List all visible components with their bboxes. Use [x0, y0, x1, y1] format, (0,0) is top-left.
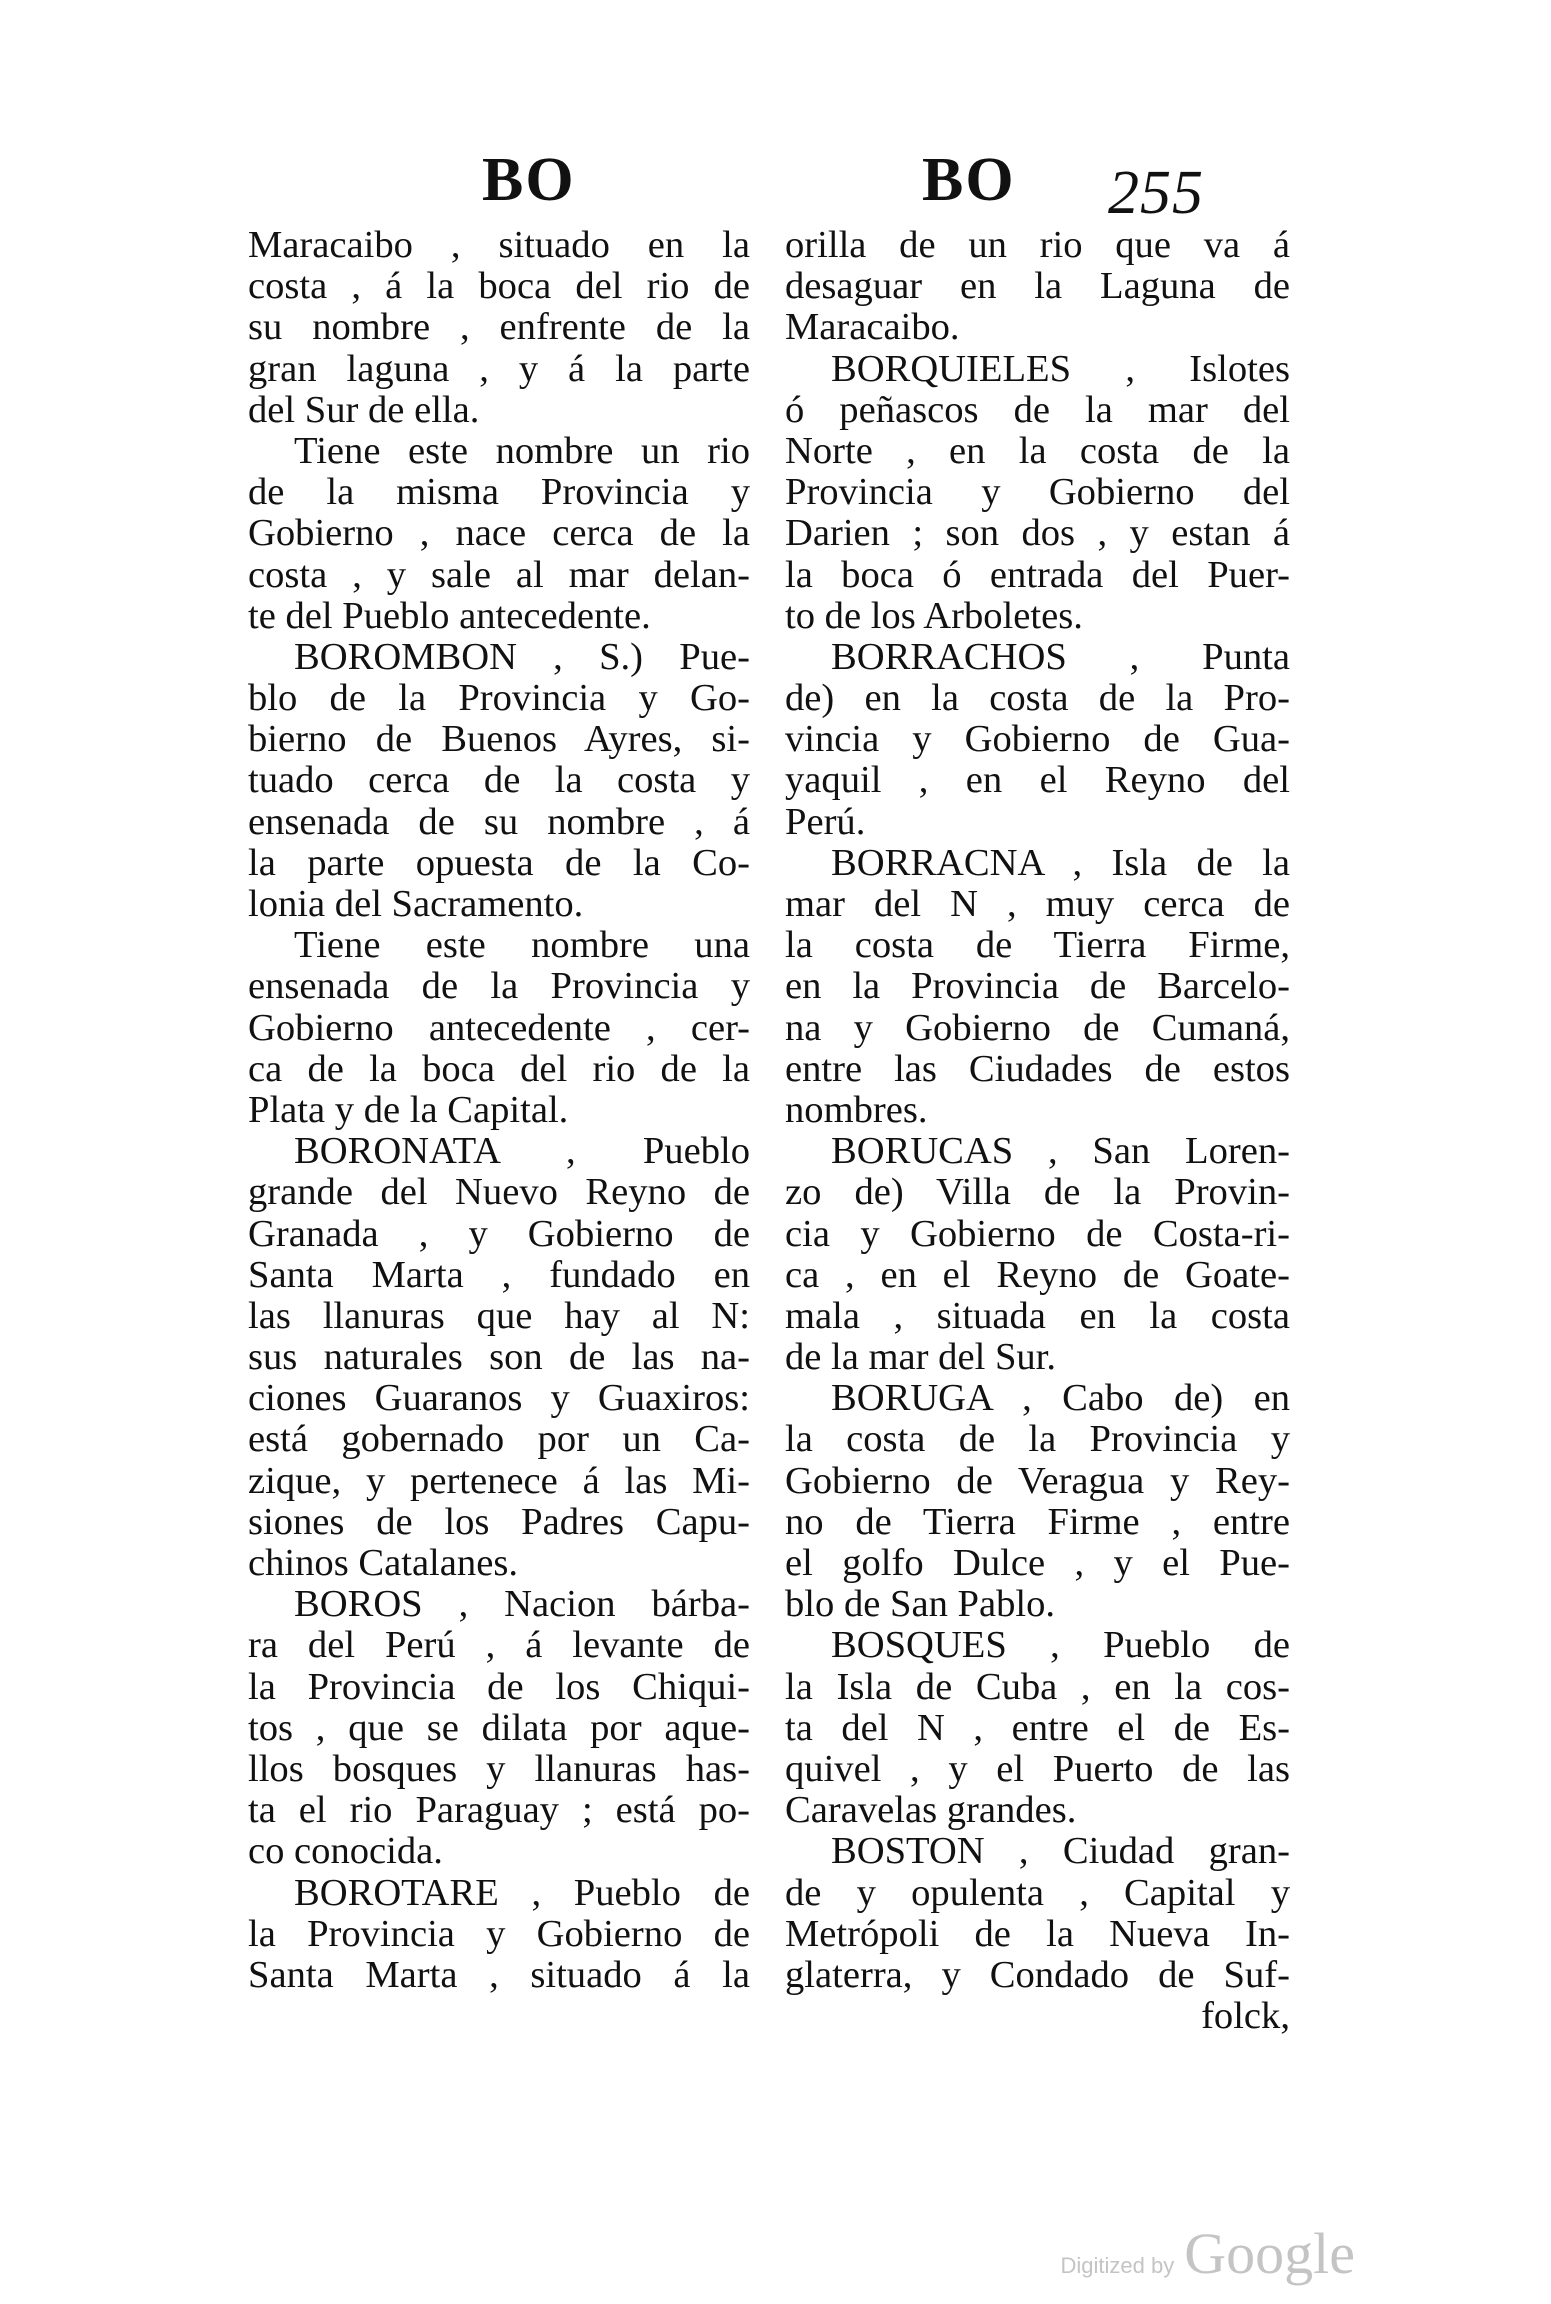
text-line: Gobierno , nace cerca de la — [248, 512, 750, 555]
text-line: de) en la costa de la Pro- — [785, 677, 1290, 720]
text-line: tos , que se dilata por aque- — [248, 1706, 750, 1749]
text-line: costa , á la boca del rio de — [248, 265, 750, 308]
text-line: la Provincia de los Chiqui- — [248, 1665, 750, 1708]
right-text-column — [785, 225, 1290, 2037]
text-line: ra del Perú , á levante de — [248, 1624, 750, 1667]
text-line: BOROTARE , Pueblo de — [294, 1871, 750, 1914]
text-line: yaquil , en el Reyno del — [785, 759, 1290, 802]
text-line: nombres. — [785, 1088, 928, 1131]
text-line: Maracaibo , situado en la — [248, 224, 750, 266]
text-line: BORUGA , Cabo de) en — [831, 1377, 1290, 1420]
running-head-left: BO — [482, 146, 576, 214]
text-line: de la mar del Sur. — [785, 1336, 1057, 1379]
text-line: bierno de Buenos Ayres, si- — [248, 718, 750, 761]
left-text-column — [248, 225, 750, 1996]
text-line: lonia del Sacramento. — [248, 883, 584, 925]
text-line: la costa de Tierra Firme, — [785, 924, 1290, 967]
text-line: la Provincia y Gobierno de — [248, 1912, 750, 1955]
text-line: Darien ; son dos , y estan á — [785, 512, 1290, 555]
text-line: ta del N , entre el de Es- — [785, 1706, 1290, 1749]
text-line: Santa Marta , situado á la — [248, 1953, 750, 1996]
text-line: BORONATA , Pueblo — [294, 1130, 750, 1173]
text-line: del Sur de ella. — [248, 388, 480, 431]
text-line: blo de San Pablo. — [785, 1583, 1056, 1626]
text-line: mala , situada en la costa — [785, 1294, 1290, 1337]
text-line: sus naturales son de las na- — [248, 1336, 750, 1379]
text-line: Plata y de la Capital. — [248, 1088, 569, 1131]
text-line: entre las Ciudades de estos — [785, 1047, 1290, 1090]
text-line: en la Provincia de Barcelo- — [785, 965, 1290, 1008]
digitization-watermark — [1061, 2220, 1355, 2287]
text-line: ta el rio Paraguay ; está po- — [248, 1789, 750, 1832]
text-line: Tiene este nombre una — [294, 924, 750, 967]
text-line: folck, — [1201, 1995, 1290, 2038]
text-line: mar del N , muy cerca de — [785, 883, 1290, 925]
text-line: ca de la boca del rio de la — [248, 1047, 750, 1090]
text-line: de y opulenta , Capital y — [785, 1871, 1290, 1914]
text-line: la parte opuesta de la Co- — [248, 841, 750, 884]
text-line: Metrópoli de la Nueva In- — [785, 1912, 1290, 1955]
text-line: blo de la Provincia y Go- — [248, 677, 750, 720]
text-line: ensenada de su nombre , á — [248, 800, 750, 843]
text-line: to de los Arboletes. — [785, 594, 1083, 637]
text-line: te del Pueblo antecedente. — [248, 594, 651, 637]
text-line: zique, y pertenece á las Mi- — [248, 1459, 750, 1502]
watermark-prefix: Digitized by — [1060, 2253, 1175, 2278]
text-line: glaterra, y Condado de Suf- — [785, 1953, 1290, 1996]
text-line: Gobierno de Veragua y Rey- — [785, 1459, 1290, 1502]
text-line: grande del Nuevo Reyno de — [248, 1171, 750, 1214]
text-line: Perú. — [785, 800, 866, 843]
text-line: BORRACNA , Isla de la — [831, 841, 1290, 884]
text-line: Santa Marta , fundado en — [248, 1253, 750, 1296]
text-line: BORQUIELES , Islotes — [831, 347, 1290, 390]
text-line: Tiene este nombre un rio — [294, 429, 750, 472]
text-line: ciones Guaranos y Guaxiros: — [248, 1377, 750, 1420]
text-line: la Isla de Cuba , en la cos- — [785, 1665, 1290, 1708]
text-line: costa , y sale al mar delan- — [248, 553, 750, 596]
text-line: Gobierno antecedente , cer- — [248, 1006, 750, 1049]
text-line: siones de los Padres Capu- — [248, 1500, 750, 1543]
text-line: BOSTON , Ciudad gran- — [831, 1830, 1290, 1873]
text-line: BOROS , Nacion bárba- — [294, 1583, 750, 1626]
text-line: orilla de un rio que va á — [785, 224, 1290, 266]
text-line: Maracaibo. — [785, 306, 960, 349]
text-line: ó peñascos de la mar del — [785, 388, 1290, 431]
text-line: BOROMBON , S.) Pue- — [294, 635, 750, 678]
google-logo: Google — [1184, 2221, 1355, 2286]
text-line: la boca ó entrada del Puer- — [785, 553, 1290, 596]
text-line: cia y Gobierno de Costa-ri- — [785, 1212, 1290, 1255]
page-number: 255 — [1108, 159, 1204, 227]
text-line: ensenada de la Provincia y — [248, 965, 750, 1008]
text-line: llos bosques y llanuras has- — [248, 1747, 750, 1790]
running-head-right: BO — [922, 146, 1016, 214]
text-line: quivel , y el Puerto de las — [785, 1747, 1290, 1790]
text-line: na y Gobierno de Cumaná, — [785, 1006, 1290, 1049]
text-line: gran laguna , y á la parte — [248, 347, 750, 390]
text-line: las llanuras que hay al N: — [248, 1294, 750, 1337]
text-line: no de Tierra Firme , entre — [785, 1500, 1290, 1543]
text-line: Granada , y Gobierno de — [248, 1212, 750, 1255]
text-line: zo de) Villa de la Provin- — [785, 1171, 1290, 1214]
text-line: de la misma Provincia y — [248, 471, 750, 514]
text-line: BORUCAS , San Loren- — [831, 1130, 1290, 1173]
text-line: ca , en el Reyno de Goate- — [785, 1253, 1290, 1296]
text-line: la costa de la Provincia y — [785, 1418, 1290, 1461]
text-line: su nombre , enfrente de la — [248, 306, 750, 349]
text-line: vincia y Gobierno de Gua- — [785, 718, 1290, 761]
text-line: Provincia y Gobierno del — [785, 471, 1290, 514]
text-line: tuado cerca de la costa y — [248, 759, 750, 802]
text-line: Norte , en la costa de la — [785, 429, 1290, 472]
text-line: Caravelas grandes. — [785, 1789, 1077, 1832]
text-line: BOSQUES , Pueblo de — [831, 1624, 1290, 1667]
text-line: co conocida. — [248, 1830, 443, 1873]
text-line: desaguar en la Laguna de — [785, 265, 1290, 308]
text-line: el golfo Dulce , y el Pue- — [785, 1542, 1290, 1584]
text-line: está gobernado por un Ca- — [248, 1418, 750, 1461]
text-line: chinos Catalanes. — [248, 1542, 518, 1584]
text-line: BORRACHOS , Punta — [831, 635, 1290, 678]
